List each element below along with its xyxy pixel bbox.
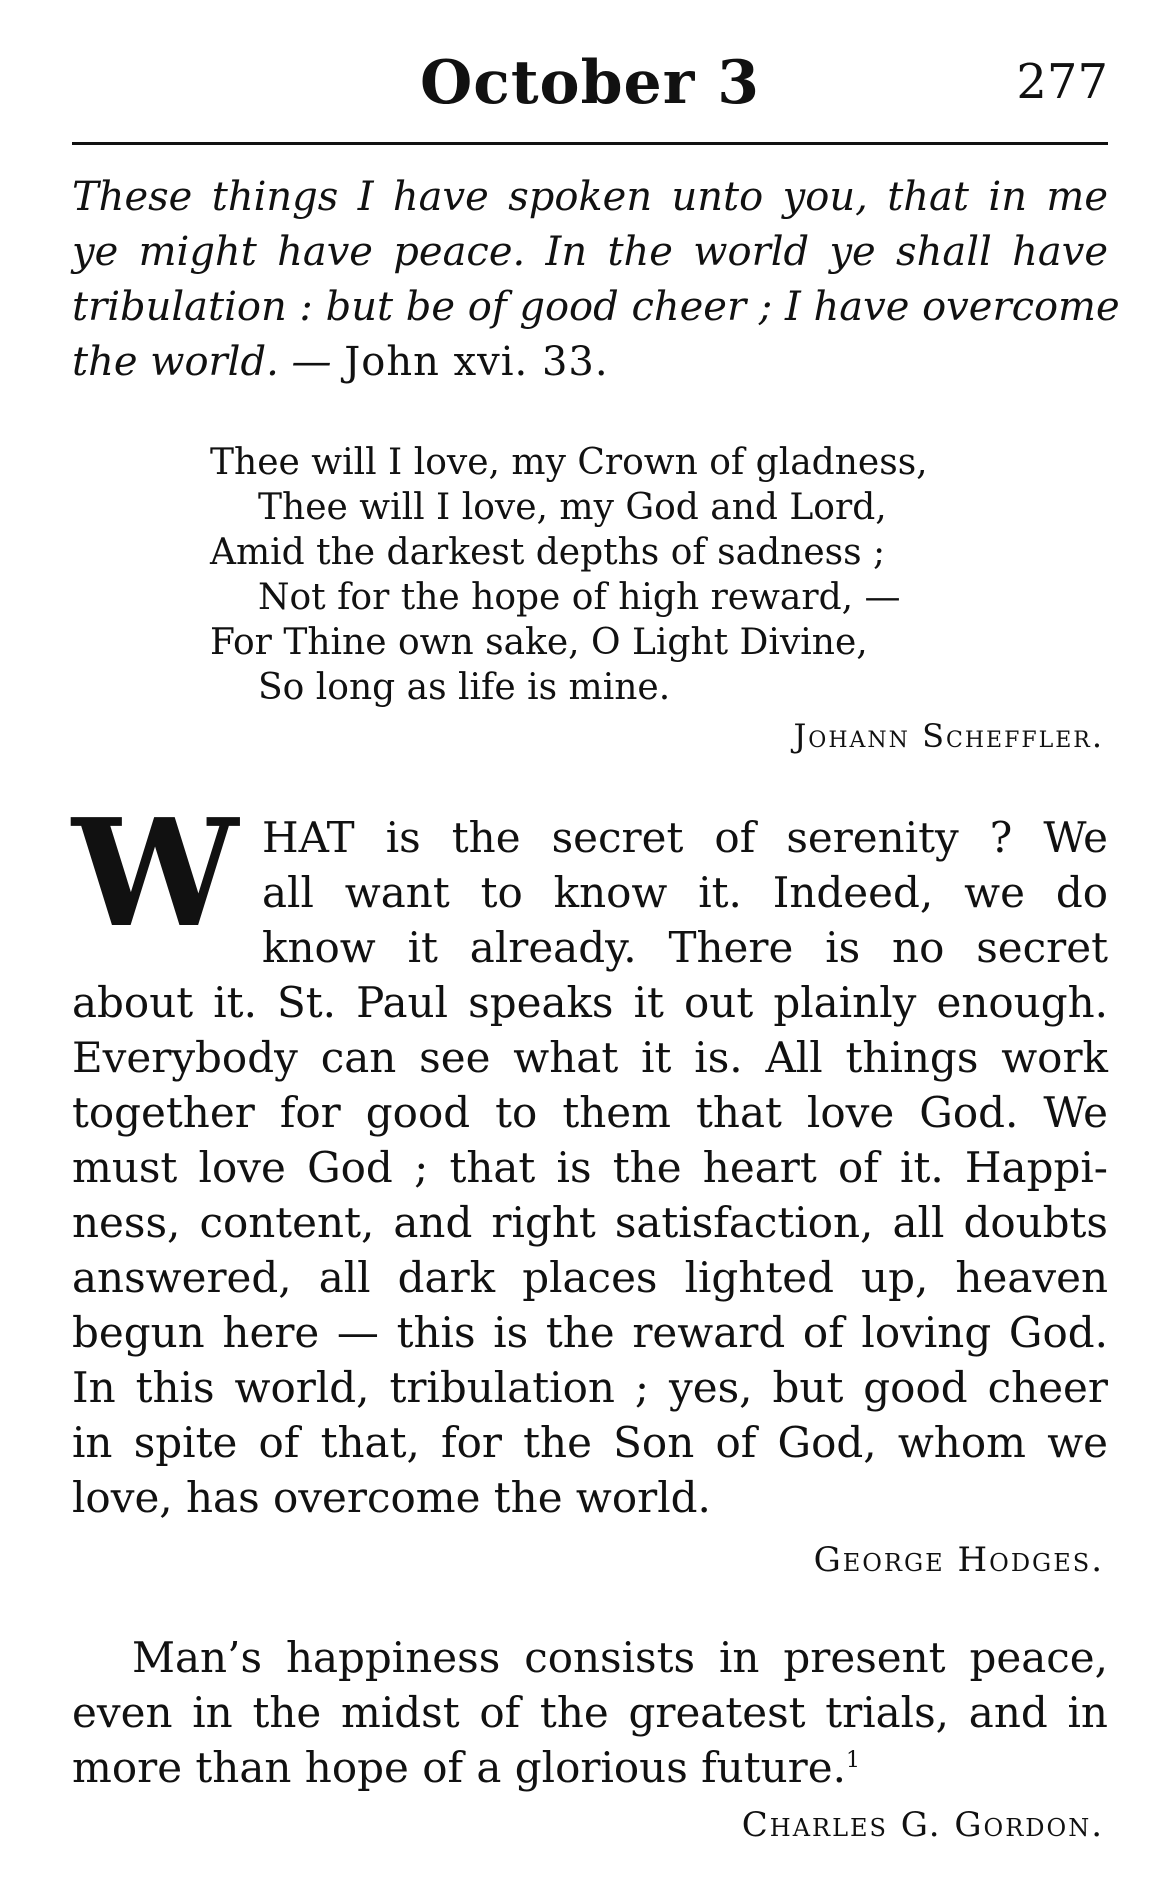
paragraph-line: know it already. There is no secret <box>262 923 1108 972</box>
scripture-citation: John xvi. 33. <box>344 339 609 385</box>
epigraph-line: These things I have spoken unto you, that in me <box>72 174 1108 220</box>
closing-line: even in the midst of the greatest trials, and in <box>72 1688 1108 1737</box>
main-paragraph <box>72 786 1108 1525</box>
closing-line-last <box>72 1740 1108 1795</box>
closing-paragraph <box>72 1630 1108 1795</box>
poem-line: Amid the darkest depths of sadness ; <box>210 532 886 573</box>
paragraph-line: answered, all dark places lighted up, heaven <box>72 1253 1108 1302</box>
paragraph-line: in spite of that, for the Son of God, whom we <box>72 1418 1108 1467</box>
page-header <box>72 50 1108 140</box>
epigraph-line-text: the world. — <box>72 339 345 385</box>
paragraph-line: love, has overcome the world. <box>72 1473 711 1522</box>
paragraph-line: begun here — this is the reward of loving God. <box>72 1308 1108 1357</box>
paragraph-line: HAT is the secret of serenity ? We <box>262 813 1108 862</box>
paragraph-line: Everybody can see what it is. All things work <box>72 1033 1108 1082</box>
epigraph-line: tribulation : but be of good cheer ; I have overcome <box>72 284 1120 330</box>
poem-line: For Thine own sake, O Light Divine, <box>210 622 868 663</box>
paragraph-line: ness, content, and right satisfaction, all doubts <box>72 1198 1108 1247</box>
footnote-marker: 1 <box>845 1748 860 1773</box>
paragraph-line: In this world, tribulation ; yes, but good cheer <box>72 1363 1108 1412</box>
epigraph-line: ye might have peace. In the world ye shall have <box>72 229 1108 275</box>
closing-line: Man’s happiness consists in present peace, <box>132 1633 1108 1682</box>
page-number: 277 <box>1016 54 1108 110</box>
paragraph-line: about it. St. Paul speaks it out plainly enough. <box>72 978 1108 1027</box>
poem-line: So long as life is mine. <box>258 667 671 708</box>
drop-cap: W <box>72 786 239 960</box>
header-rule <box>72 142 1108 145</box>
paragraph-line: all want to know it. Indeed, we do <box>262 868 1108 917</box>
closing-author: Charles G. Gordon. <box>741 1805 1104 1845</box>
page-title: October 3 <box>420 48 760 118</box>
paragraph-line: together for good to them that love God. We <box>72 1088 1108 1137</box>
poem-author: Johann Scheffler. <box>793 717 1104 755</box>
paragraph-line: must love God ; that is the heart of it. Happi- <box>72 1143 1108 1192</box>
closing-line-text: more than hope of a glorious future. <box>72 1743 846 1792</box>
poem-line: Not for the hope of high reward, — <box>258 577 901 618</box>
poem-line: Thee will I love, my Crown of gladness, <box>210 442 928 483</box>
poem <box>210 440 1080 710</box>
epigraph-line-last <box>72 335 1108 390</box>
scripture-epigraph <box>72 170 1120 390</box>
main-author: George Hodges. <box>813 1540 1104 1580</box>
poem-line: Thee will I love, my God and Lord, <box>258 487 887 528</box>
